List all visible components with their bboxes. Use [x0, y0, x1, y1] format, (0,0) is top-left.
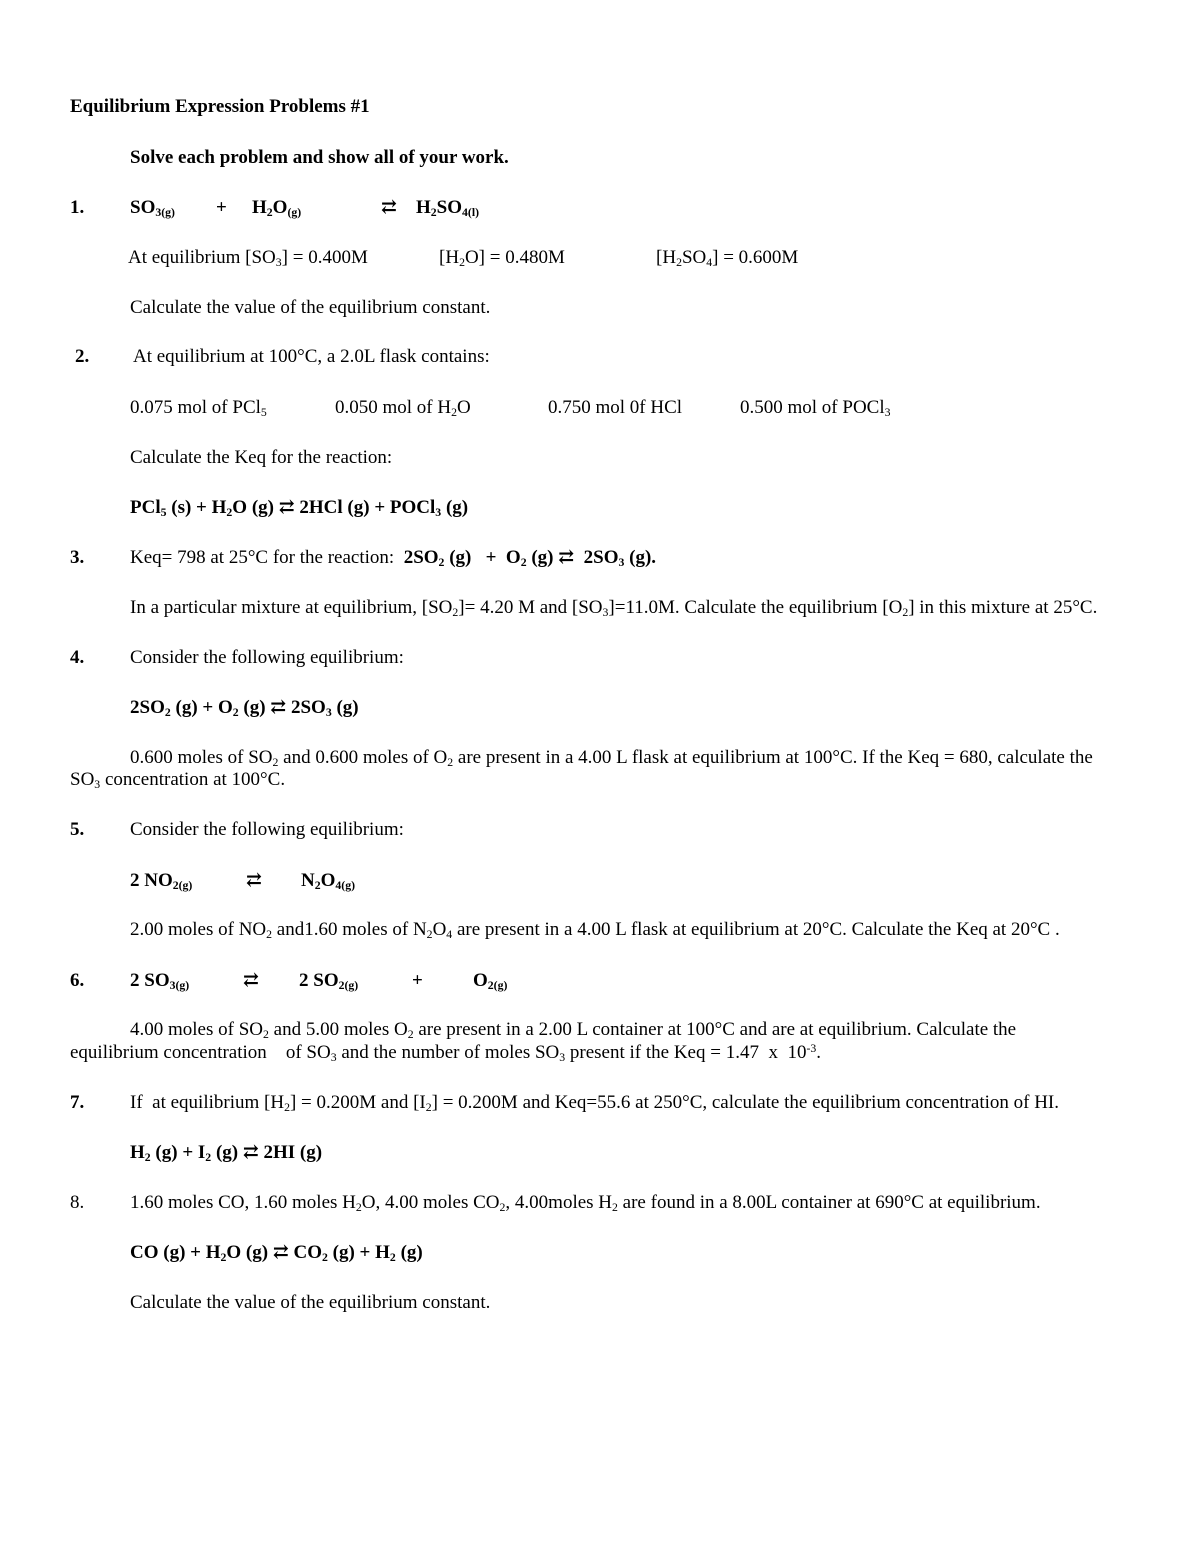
- problem-8-question: Calculate the value of the equilibrium constant.: [130, 1292, 491, 1313]
- problem-1-reactant-h2o: $H_2O_{(g)}$: [252, 197, 302, 219]
- problem-8-text: 1.60 moles CO, 1.60 moles $H_2O$, 4.00 moles $CO_2$, 4.00moles $H_2$ are found in a 8.00L container at 690°C at equilibrium.: [130, 1192, 1041, 1214]
- problem-2-question: Calculate the Keq for the reaction:: [130, 447, 393, 468]
- problem-2-amount-pcl5: 0.075 mol of PCl$_5$: [130, 397, 267, 419]
- instructions: Solve each problem and show all of your work.: [130, 147, 509, 168]
- problem-6-product-so2: 2 $SO_{2(g)}$: [299, 970, 359, 992]
- problem-6-product-o2: $O_{2(g)}$: [473, 970, 508, 992]
- problem-6-text-line-1: 4.00 moles of $SO_2$ and 5.00 moles $O_2$ are present in a 2.00 L container at 100°C and are at equilibrium. Calculate the: [130, 1019, 1017, 1041]
- problem-2-equation: PCl$_5$ $(s) + H_2O$ (g) ⇄ 2HCl (g) + POCl$_3$ (g): [130, 497, 469, 519]
- problem-1-reactant-so3: $SO_{3(g)}$: [130, 197, 175, 219]
- equilibrium-arrow: ⇄: [381, 197, 397, 218]
- problem-7-number: 7.: [70, 1092, 85, 1113]
- problem-2-number: 2.: [75, 346, 90, 367]
- problem-5-text: 2.00 moles of $NO_2$ and1.60 moles of $N_2O_4$ are present in a 4.00 L flask at equilibrium at 20°C. Calculate the Keq at 20°C .: [130, 919, 1060, 941]
- problem-2-amount-pocl3: 0.500 mol of POCl$_3$: [740, 397, 891, 419]
- problem-5-number: 5.: [70, 819, 85, 840]
- problem-3-equation: $2SO_2$ $(g) + O_2$ (g) ⇄ $2SO_3$ (g).: [403, 547, 657, 569]
- problem-4-text-line-2: $SO_3$ concentration at 100°C.: [70, 769, 286, 791]
- problem-4-equation: $2SO_2$ $(g) + O_2$ (g) ⇄ $2SO_3$ (g): [130, 697, 359, 719]
- problem-5-reactant-no2: 2 $NO_{2(g)}$: [130, 870, 193, 892]
- problem-4-intro: Consider the following equilibrium:: [130, 647, 404, 668]
- problem-8-equation: CO $(g) + H_2O$ (g) ⇄ $CO_2$ $(g) + H_2$ (g): [130, 1242, 423, 1264]
- problem-1-number: 1.: [70, 197, 85, 218]
- problem-6-reactant-so3: 2 $SO_{3(g)}$: [130, 970, 190, 992]
- problem-7-equation: $H_2$ $(g) + I_2$ (g) ⇄ 2HI (g): [130, 1142, 323, 1164]
- problem-1-question: Calculate the value of the equilibrium constant.: [130, 297, 491, 318]
- problem-3-question: In a particular mixture at equilibrium, $[SO_2]= 4.20$ M and $[SO_3]=11.0M$. Calculate the equilibrium $[O_2]$ in this mixture at 25°C.: [130, 597, 1098, 619]
- plus-sign: +: [412, 970, 423, 991]
- problem-7-text: If at equilibrium $[H_2] = 0.200M$ and $[I_2] = 0.200M$ and Keq=55.6 at 250°C, calculate the equilibrium concentration of HI.: [130, 1092, 1060, 1114]
- problem-2-intro: At equilibrium at 100°C, a 2.0L flask contains:: [133, 346, 490, 367]
- problem-1-conc-h2so4: $[H_2SO_4] = 0.600M$: [656, 247, 799, 269]
- problem-6-text-line-2: equilibrium concentration of $SO_3$ and the number of moles $SO_3$ present if the Keq = 1.47 x $10^{-3}$.: [70, 1042, 822, 1064]
- problem-2-amount-hcl: 0.750 mol 0f HCl: [548, 397, 683, 418]
- equilibrium-arrow: ⇄: [246, 870, 262, 891]
- plus-sign: +: [216, 197, 227, 218]
- problem-4-text-line-1: 0.600 moles of $SO_2$ and 0.600 moles of $O_2$ are present in a 4.00 L flask at equilibrium at 100°C. If the Keq = 680, calculate the: [130, 747, 1093, 769]
- problem-4-number: 4.: [70, 647, 85, 668]
- problem-1-conc-so3: At equilibrium $[SO_3] = 0.400M$: [128, 247, 368, 269]
- problem-8-number: 8.: [70, 1192, 85, 1213]
- problem-3-number: 3.: [70, 547, 85, 568]
- problem-1-conc-h2o: $[H_2O] = 0.480M$: [439, 247, 565, 269]
- problem-5-intro: Consider the following equilibrium:: [130, 819, 404, 840]
- problem-1-product-h2so4: $H_2SO_{4(l)}$: [416, 197, 480, 219]
- problem-5-product-n2o4: $N_2O_{4(g)}$: [301, 870, 356, 892]
- worksheet-title: Equilibrium Expression Problems #1: [70, 96, 370, 117]
- equilibrium-arrow: ⇄: [243, 970, 259, 991]
- problem-2-amount-h2o: 0.050 mol of $H_2O$: [335, 397, 471, 419]
- problem-6-number: 6.: [70, 970, 85, 991]
- problem-3-statement: Keq= 798 at 25°C for the reaction: $2SO_2$ $(g) + O_2$ (g) ⇄ $2SO_3$ (g).: [130, 547, 657, 569]
